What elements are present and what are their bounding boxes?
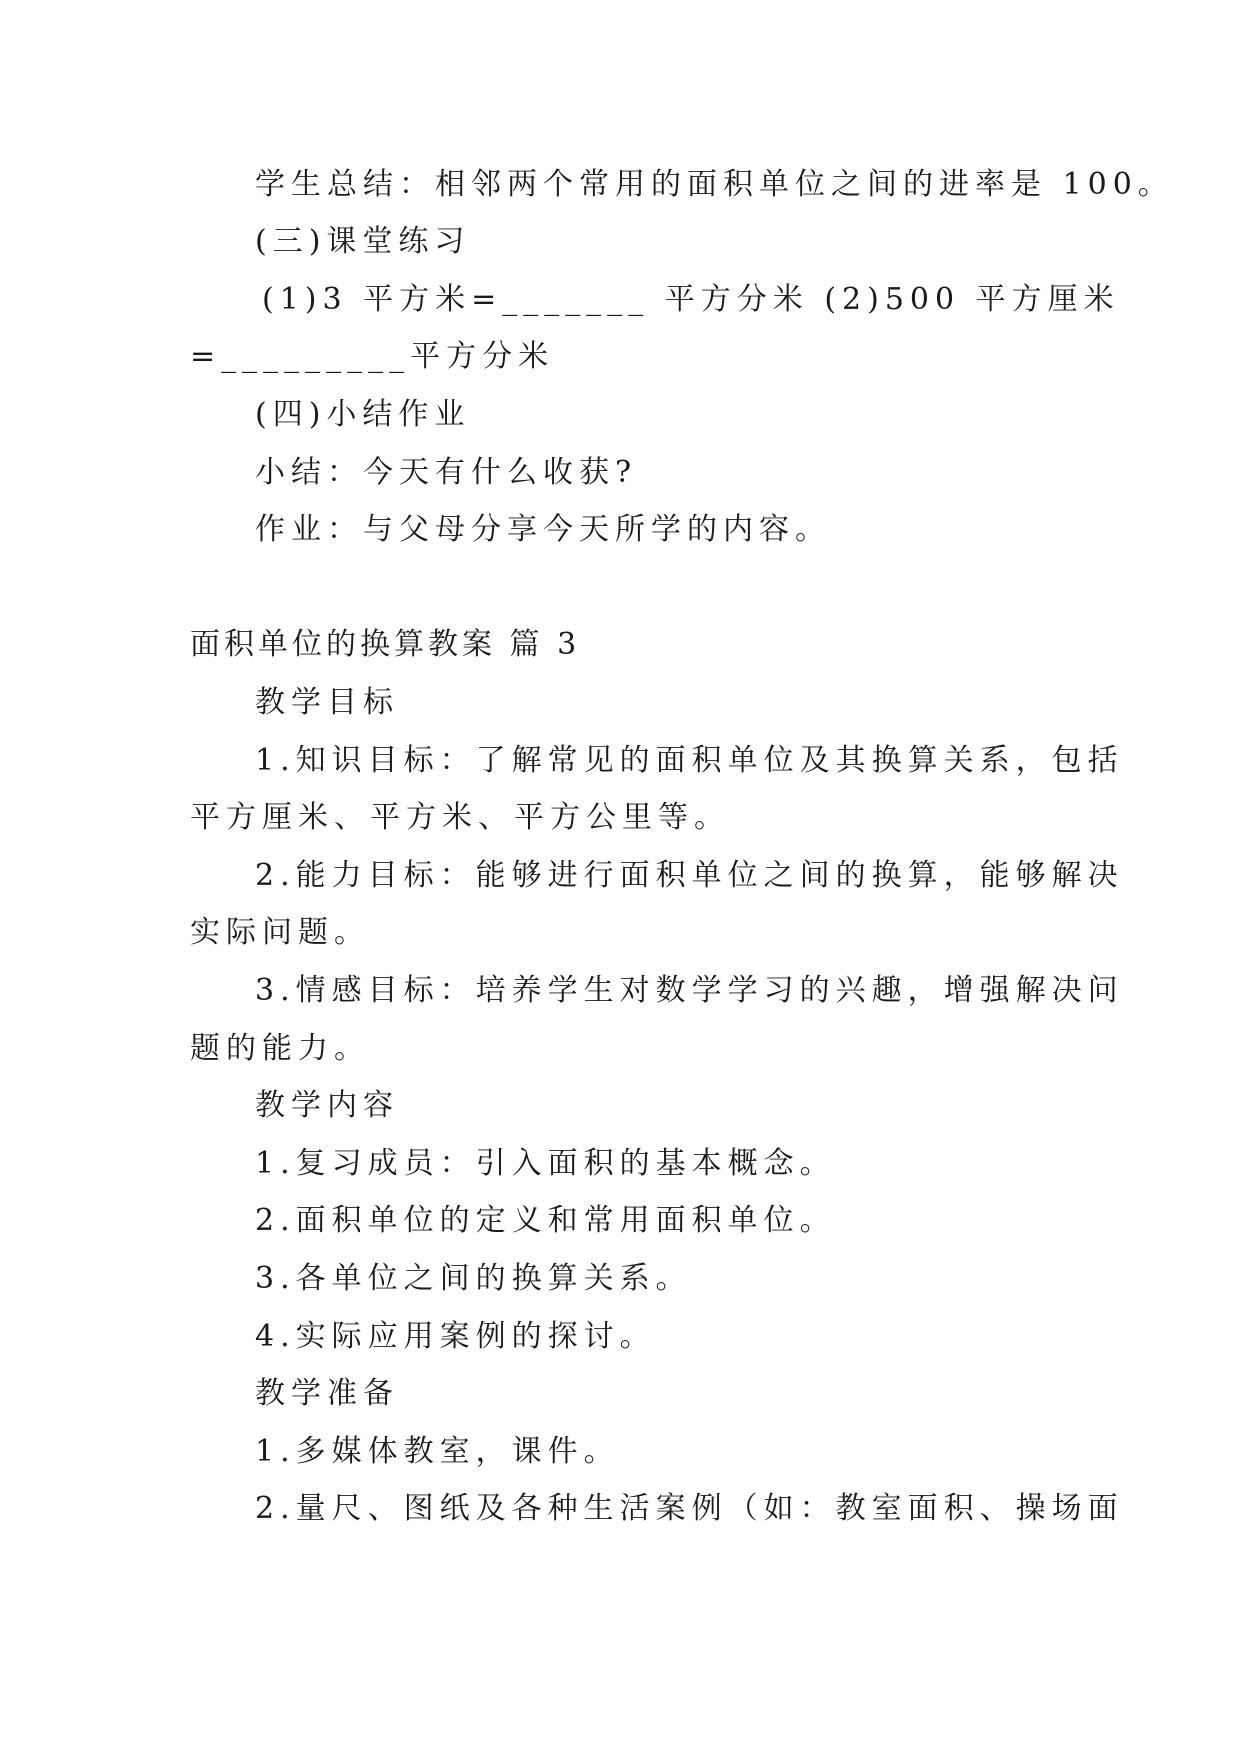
content-item: 2.面积单位的定义和常用面积单位。 — [255, 1203, 836, 1238]
homework-text: 作业：与父母分享今天所学的内容。 — [255, 512, 831, 547]
practice-heading: (三)课堂练习 — [255, 224, 471, 259]
content-item: 4.实际应用案例的探讨。 — [255, 1319, 656, 1354]
practice-line-1: (1)3 平方米=_______ 平方分米 (2)500 平方厘米 — [262, 282, 1120, 317]
prep-heading: 教学准备 — [255, 1376, 399, 1411]
content-heading: 教学内容 — [255, 1088, 399, 1123]
goal3-line1: 3.情感目标：培养学生对数学学习的兴趣，增强解决问 — [255, 973, 1124, 1008]
students-summary: 学生总结：相邻两个常用的面积单位之间的进率是 100。 — [255, 167, 1174, 202]
goal3-line2: 题的能力。 — [190, 1031, 370, 1066]
prep-item: 1.多媒体教室，课件。 — [255, 1434, 620, 1469]
goal2-line2: 实际问题。 — [190, 915, 370, 950]
goals-heading: 教学目标 — [255, 685, 399, 720]
goal1-line1: 1.知识目标：了解常见的面积单位及其换算关系，包括 — [255, 743, 1124, 778]
goal1-line2: 平方厘米、平方米、平方公里等。 — [190, 800, 730, 835]
content-item: 1.复习成员：引入面积的基本概念。 — [255, 1146, 836, 1181]
prep-item: 2.量尺、图纸及各种生活案例（如：教室面积、操场面 — [255, 1491, 1124, 1526]
section-title: 面积单位的换算教案 篇 3 — [190, 627, 581, 662]
goal2-line1: 2.能力目标：能够进行面积单位之间的换算，能够解决 — [255, 858, 1124, 893]
content-item: 3.各单位之间的换算关系。 — [255, 1261, 692, 1296]
practice-line-2: =_________平方分米 — [190, 339, 555, 374]
wrapup-heading: (四)小结作业 — [255, 397, 471, 432]
wrapup-summary: 小结：今天有什么收获? — [255, 455, 638, 490]
